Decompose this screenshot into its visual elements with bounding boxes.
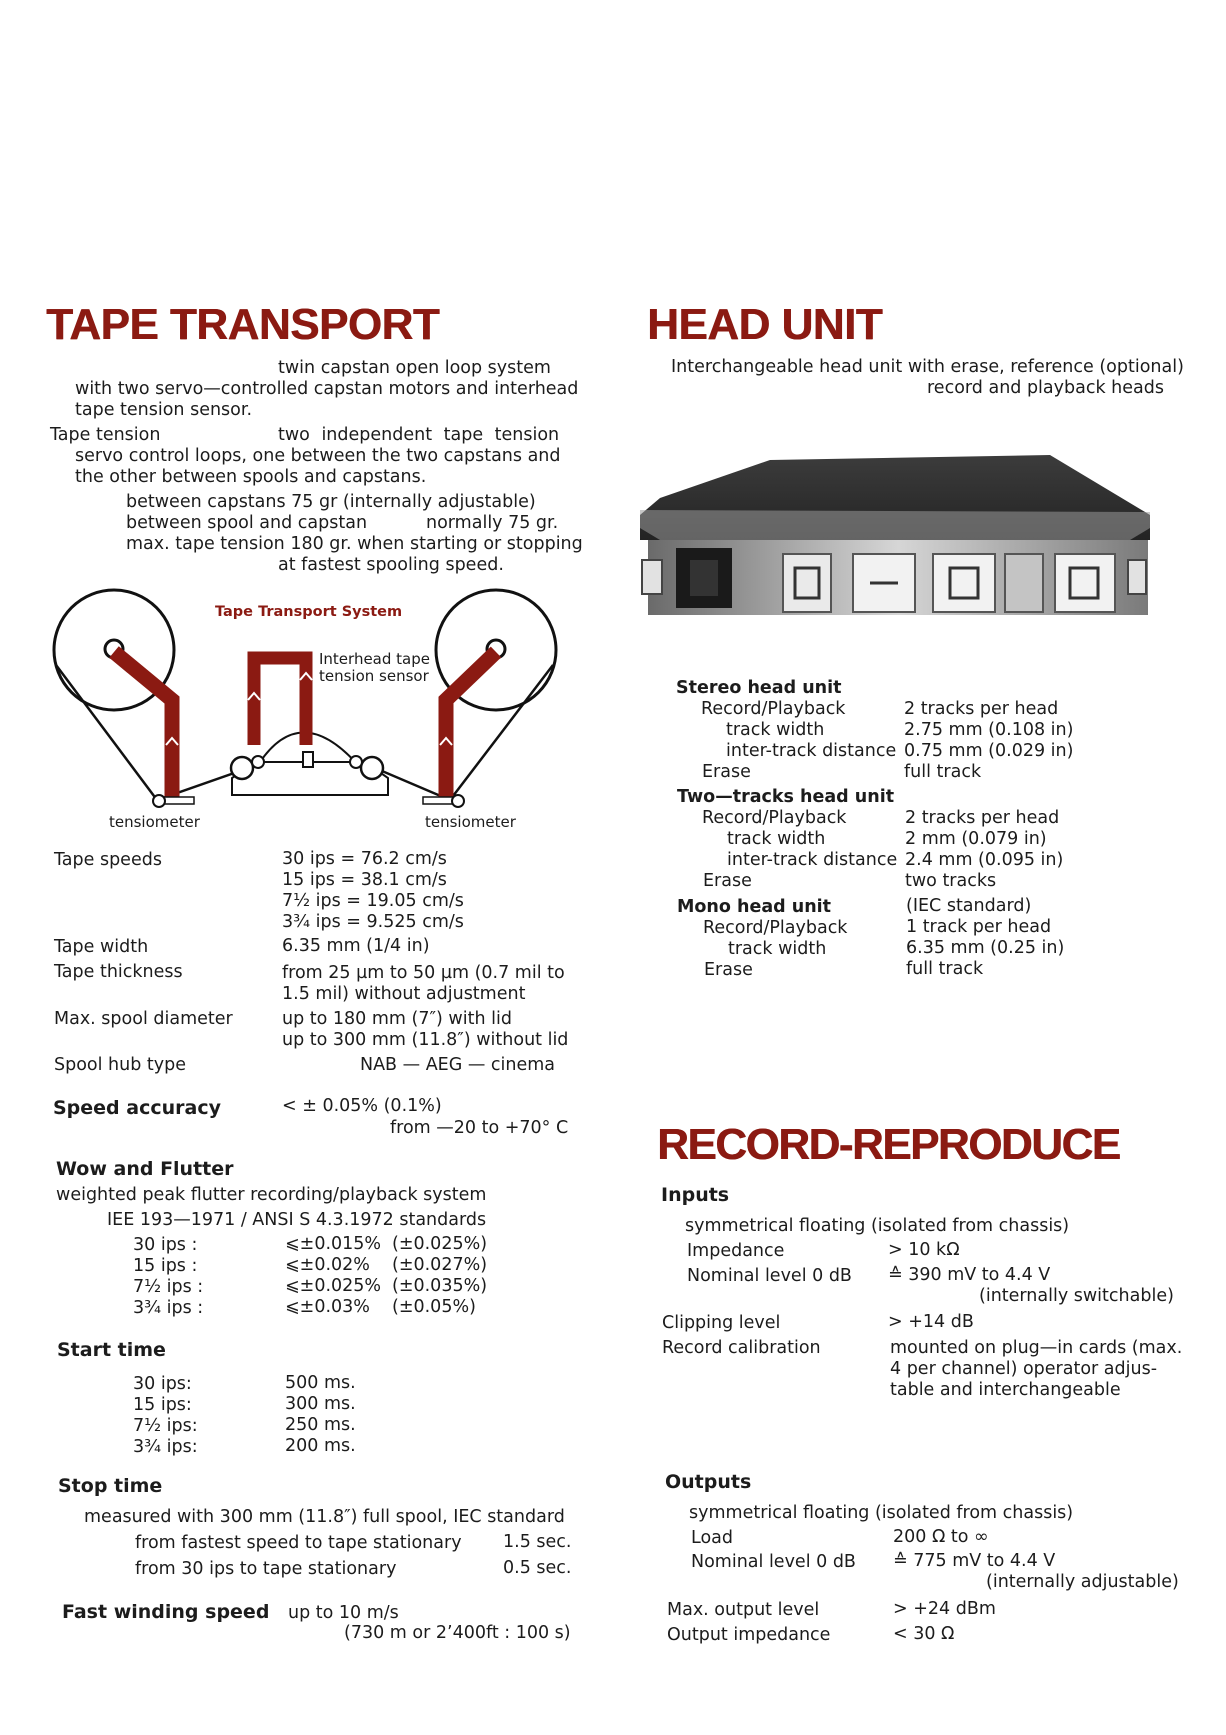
mono-standard: (IEC standard) xyxy=(906,896,1032,916)
spool-value-2: up to 300 mm (11.8″) without lid xyxy=(282,1030,569,1050)
output-impedance-label: Output impedance xyxy=(667,1625,831,1645)
stop-row-label: from 30 ips to tape stationary xyxy=(135,1559,397,1579)
inputs-level-value: ≙ 390 mV to 4.4 V xyxy=(888,1265,1051,1285)
inputs-impedance-value: > 10 kΩ xyxy=(888,1240,960,1260)
tension-text-3: the other between spools and capstans. xyxy=(75,467,427,487)
inputs-impedance-label: Impedance xyxy=(687,1241,785,1261)
two-track-label-4: Erase xyxy=(703,871,752,891)
calib-label: Record calibration xyxy=(662,1338,821,1358)
mono-label-2: track width xyxy=(728,939,827,959)
inputs-title: Inputs xyxy=(661,1184,730,1206)
mono-label-1: Record/Playback xyxy=(703,918,848,938)
tension-value-5: at fastest spooling speed. xyxy=(278,555,504,575)
thickness-value-2: 1.5 mil) without adjustment xyxy=(282,984,526,1004)
two-track-label-2: track width xyxy=(727,829,826,849)
inputs-level-note: (internally switchable) xyxy=(979,1286,1174,1306)
wow-alt: (±0.035%) xyxy=(392,1276,488,1296)
start-speed: 7½ ips: xyxy=(133,1416,198,1436)
wow-alt: (±0.05%) xyxy=(392,1297,476,1317)
thickness-value-1: from 25 µm to 50 µm (0.7 mil to xyxy=(282,963,565,983)
outputs-level-note: (internally adjustable) xyxy=(986,1572,1179,1592)
transport-intro-3: tape tension sensor. xyxy=(75,400,253,420)
two-track-title: Two—tracks head unit xyxy=(677,787,895,807)
stereo-label-3: inter-track distance xyxy=(726,741,897,761)
hub-label: Spool hub type xyxy=(54,1055,187,1075)
clipping-value: > +14 dB xyxy=(888,1312,974,1332)
stop-desc: measured with 300 mm (11.8″) full spool, IEC standard xyxy=(84,1507,565,1527)
fast-value-1: up to 10 m/s xyxy=(288,1603,399,1623)
two-track-label-1: Record/Playback xyxy=(702,808,847,828)
stereo-label-1: Record/Playback xyxy=(701,699,846,719)
max-output-label: Max. output level xyxy=(667,1600,820,1620)
mono-title: Mono head unit xyxy=(677,897,832,917)
start-speed: 15 ips: xyxy=(133,1395,192,1415)
tension-label: Tape tension xyxy=(50,425,161,445)
tension-text-2: servo control loops, one between the two capstans and xyxy=(75,446,561,466)
head-intro-2: record and playback heads xyxy=(927,378,1164,398)
outputs-level-label: Nominal level 0 dB xyxy=(691,1552,856,1572)
wow-value: ⩽±0.025% xyxy=(285,1276,382,1296)
two-track-value-3: 2.4 mm (0.095 in) xyxy=(905,850,1064,870)
speed-3: 7½ ips = 19.05 cm/s xyxy=(282,891,464,911)
calib-value-2: 4 per channel) operator adjus- xyxy=(890,1359,1158,1379)
two-track-label-3: inter-track distance xyxy=(727,850,898,870)
tension-value-3: normally 75 gr. xyxy=(426,513,559,533)
start-title: Start time xyxy=(57,1339,166,1361)
stereo-label-2: track width xyxy=(726,720,825,740)
head-unit-title: HEAD UNIT xyxy=(647,300,883,349)
speeds-label: Tape speeds xyxy=(54,850,162,870)
tensiometer-right-label: tensiometer xyxy=(425,813,516,831)
fast-value-2: (730 m or 2’400ft : 100 s) xyxy=(344,1623,571,1643)
wow-speed: 7½ ips : xyxy=(133,1277,204,1297)
stereo-value-3: 0.75 mm (0.029 in) xyxy=(904,741,1074,761)
mono-value-3: full track xyxy=(906,959,984,979)
inputs-desc: symmetrical floating (isolated from chassis) xyxy=(685,1216,1070,1236)
transport-intro-1: twin capstan open loop system xyxy=(278,358,551,378)
start-value: 500 ms. xyxy=(285,1373,356,1393)
calib-value-1: mounted on plug—in cards (max. xyxy=(890,1338,1183,1358)
inputs-level-label: Nominal level 0 dB xyxy=(687,1266,852,1286)
stereo-value-4: full track xyxy=(904,762,982,782)
sensor-label-1: Interhead tape xyxy=(319,650,430,668)
speed-4: 3¾ ips = 9.525 cm/s xyxy=(282,912,464,932)
wow-desc-1: weighted peak flutter recording/playback system xyxy=(56,1185,487,1205)
start-value: 300 ms. xyxy=(285,1394,356,1414)
start-value: 200 ms. xyxy=(285,1436,356,1456)
outputs-title: Outputs xyxy=(665,1471,752,1493)
wow-value: ⩽±0.03% xyxy=(285,1297,370,1317)
tension-value-2: between spool and capstan xyxy=(126,513,368,533)
stereo-label-4: Erase xyxy=(702,762,751,782)
tension-value-4: max. tape tension 180 gr. when starting or stopping xyxy=(126,534,583,554)
wow-speed: 3¾ ips : xyxy=(133,1298,204,1318)
stop-row-value: 0.5 sec. xyxy=(503,1558,572,1578)
accuracy-label: Speed accuracy xyxy=(53,1097,221,1119)
diagram-title: Tape Transport System xyxy=(215,604,403,620)
stop-row-value: 1.5 sec. xyxy=(503,1532,572,1552)
sensor-label-2: tension sensor xyxy=(319,667,429,685)
two-track-value-2: 2 mm (0.079 in) xyxy=(905,829,1047,849)
stereo-value-1: 2 tracks per head xyxy=(904,699,1059,719)
width-label: Tape width xyxy=(54,937,149,957)
start-speed: 30 ips: xyxy=(133,1374,192,1394)
load-label: Load xyxy=(691,1528,733,1548)
wow-speed: 30 ips : xyxy=(133,1235,198,1255)
load-value: 200 Ω to ∞ xyxy=(893,1527,989,1547)
speed-2: 15 ips = 38.1 cm/s xyxy=(282,870,447,890)
hub-value: NAB — AEG — cinema xyxy=(360,1055,556,1075)
stop-row-label: from fastest speed to tape stationary xyxy=(135,1533,462,1553)
head-intro-1: Interchangeable head unit with erase, reference (optional) xyxy=(671,357,1184,377)
thickness-label: Tape thickness xyxy=(54,962,183,982)
two-track-value-4: two tracks xyxy=(905,871,997,891)
output-impedance-value: < 30 Ω xyxy=(893,1624,955,1644)
max-output-value: > +24 dBm xyxy=(893,1599,996,1619)
tension-value-1: between capstans 75 gr (internally adjustable) xyxy=(126,492,536,512)
tensiometer-left-label: tensiometer xyxy=(109,813,200,831)
fast-label: Fast winding speed xyxy=(62,1601,270,1623)
transport-intro-2: with two servo—controlled capstan motors and interhead xyxy=(75,379,579,399)
wow-title: Wow and Flutter xyxy=(56,1158,234,1180)
wow-desc-2: IEE 193—1971 / ANSI S 4.3.1972 standards xyxy=(107,1210,487,1230)
record-reproduce-title: RECORD-REPRODUCE xyxy=(657,1120,1120,1169)
spool-value-1: up to 180 mm (7″) with lid xyxy=(282,1009,512,1029)
wow-value: ⩽±0.02% xyxy=(285,1255,370,1275)
mono-label-3: Erase xyxy=(704,960,753,980)
stop-title: Stop time xyxy=(58,1475,163,1497)
speed-1: 30 ips = 76.2 cm/s xyxy=(282,849,447,869)
calib-value-3: table and interchangeable xyxy=(890,1380,1121,1400)
spool-label: Max. spool diameter xyxy=(54,1009,233,1029)
tension-text-1: two independent tape tension xyxy=(278,425,560,445)
start-value: 250 ms. xyxy=(285,1415,356,1435)
wow-alt: (±0.027%) xyxy=(392,1255,488,1275)
width-value: 6.35 mm (1/4 in) xyxy=(282,936,430,956)
outputs-desc: symmetrical floating (isolated from chassis) xyxy=(689,1503,1074,1523)
wow-value: ⩽±0.015% xyxy=(285,1234,382,1254)
two-track-value-1: 2 tracks per head xyxy=(905,808,1060,828)
wow-speed: 15 ips : xyxy=(133,1256,198,1276)
accuracy-value-2: from —20 to +70° C xyxy=(390,1118,569,1138)
accuracy-value-1: < ± 0.05% (0.1%) xyxy=(282,1096,442,1116)
mono-value-2: 6.35 mm (0.25 in) xyxy=(906,938,1065,958)
mono-value-1: 1 track per head xyxy=(906,917,1052,937)
start-speed: 3¾ ips: xyxy=(133,1437,198,1457)
tape-transport-title: TAPE TRANSPORT xyxy=(46,300,440,349)
clipping-label: Clipping level xyxy=(662,1313,781,1333)
outputs-level-value: ≙ 775 mV to 4.4 V xyxy=(893,1551,1056,1571)
stereo-title: Stereo head unit xyxy=(676,678,842,698)
stereo-value-2: 2.75 mm (0.108 in) xyxy=(904,720,1074,740)
wow-alt: (±0.025%) xyxy=(392,1234,488,1254)
